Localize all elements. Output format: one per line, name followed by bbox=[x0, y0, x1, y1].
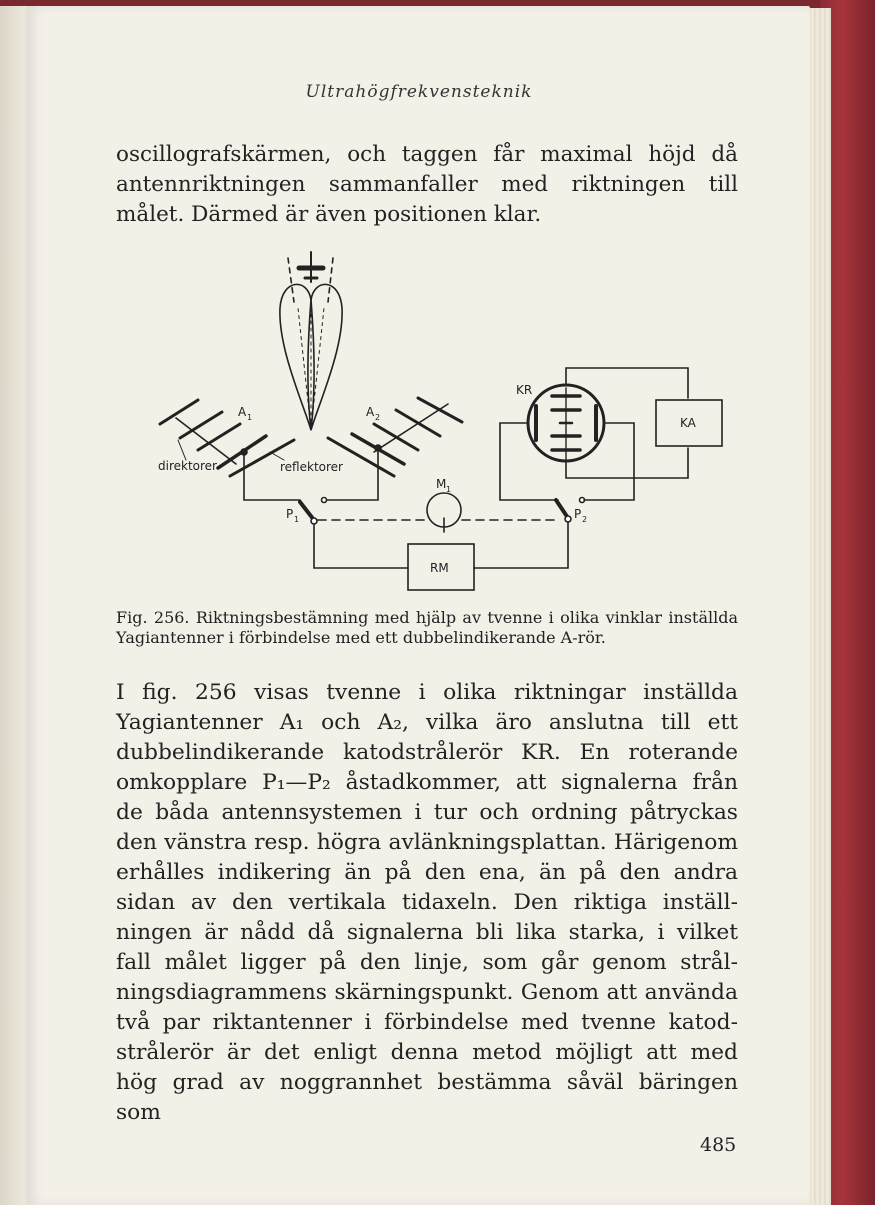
figure-caption: Fig. 256. Riktningsbestämning med hjälp av tvenne i olika vinklar inställda Yagiantenner i förbindelse med ett dubbelindikerande A-rör. bbox=[116, 608, 738, 647]
paragraph-2-line: ningen är nådd då signalerna bli lika starka, i vilket bbox=[116, 920, 738, 945]
switch-p1 bbox=[300, 502, 314, 520]
paragraph-2-line: två par riktantenner i förbindelse med tvenne katod- bbox=[116, 1010, 738, 1035]
label-direktorer: direktorer bbox=[158, 459, 217, 473]
paragraph-2 bbox=[116, 678, 738, 1128]
paragraph-2-line: dubbelindikerande katodstrålerör KR. En roterande bbox=[116, 740, 738, 765]
paragraph-2-line: hög grad av noggrannhet bestämma såväl bäringen som bbox=[116, 1070, 738, 1125]
page-number: 485 bbox=[700, 1134, 737, 1156]
label-a1: A bbox=[238, 405, 247, 419]
label-ka: KA bbox=[680, 416, 696, 430]
paragraph-1 bbox=[116, 140, 738, 230]
label-p1-sub: 1 bbox=[294, 515, 300, 524]
paragraph-2-line: fall målet ligger på den linje, som går genom strål- bbox=[116, 950, 738, 975]
paragraph-2-line: de båda antennsystemen i tur och ordning påtryckas bbox=[116, 800, 738, 825]
running-head: Ultrahögfrekvensteknik bbox=[305, 82, 533, 102]
paragraph-1-line: oscillografskärmen, och taggen får maximal höjd då bbox=[116, 142, 738, 167]
paragraph-2-line: den vänstra resp. högra avlänkningsplattan. Härigenom bbox=[116, 830, 738, 855]
label-a1-sub: 1 bbox=[247, 413, 253, 422]
label-m1-sub: 1 bbox=[446, 485, 452, 494]
paragraph-2-line: strålerör är det enligt denna metod möjligt att med bbox=[116, 1040, 738, 1065]
figure-svg bbox=[148, 238, 738, 600]
label-p2: P bbox=[574, 507, 582, 521]
switch-p2 bbox=[556, 500, 568, 518]
paragraph-2-line: erhålles indikering än på den ena, än på den andra bbox=[116, 860, 738, 885]
paragraph-2-line: Yagiantenner A₁ och A₂, vilka äro anslutna till ett bbox=[116, 710, 738, 735]
paragraph-2-line: I fig. 256 visas tvenne i olika riktningar inställda bbox=[116, 680, 738, 705]
figure-256-diagram bbox=[148, 238, 738, 600]
paragraph-1-line: målet. Därmed är även positionen klar. bbox=[116, 202, 542, 227]
label-p2-sub: 2 bbox=[582, 515, 588, 524]
label-m1: M bbox=[436, 477, 447, 491]
paragraph-2-line: omkopplare P₁—P₂ åstadkommer, att signalerna från bbox=[116, 770, 738, 795]
book-page bbox=[28, 6, 810, 1205]
paragraph-1-line: antennriktningen sammanfaller med riktningen till bbox=[116, 172, 738, 197]
label-rm: RM bbox=[430, 561, 449, 575]
label-a2-sub: 2 bbox=[375, 413, 381, 422]
label-kr: KR bbox=[516, 383, 533, 397]
paragraph-2-line: sidan av den vertikala tidaxeln. Den riktiga inställ- bbox=[116, 890, 738, 915]
paragraph-2-line: ningsdiagrammens skärningspunkt. Genom att använda bbox=[116, 980, 738, 1005]
label-a2: A bbox=[366, 405, 375, 419]
yagi-antenna-a2 bbox=[328, 398, 462, 476]
label-p1: P bbox=[286, 507, 294, 521]
label-reflektorer: reflektorer bbox=[280, 460, 343, 474]
